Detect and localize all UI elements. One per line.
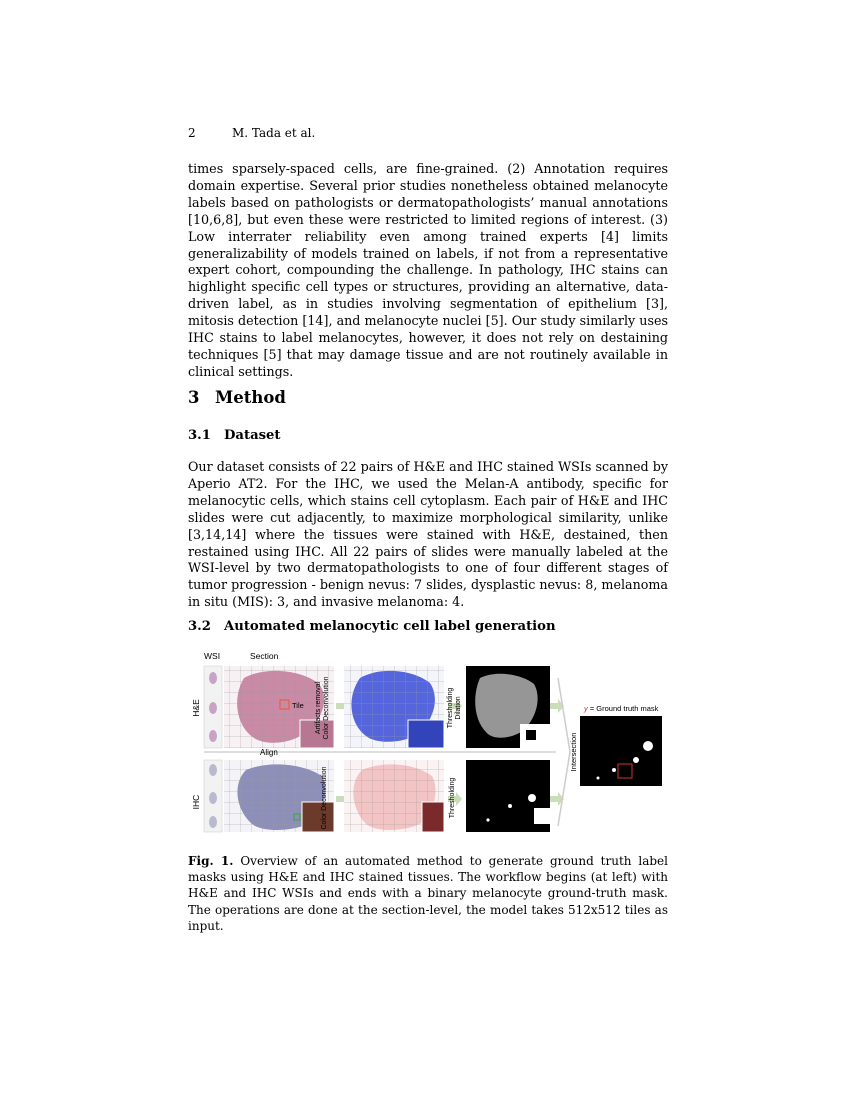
he-wsi-tissue	[209, 702, 217, 714]
blue-zoom-inset	[408, 720, 444, 748]
ground-truth-legend: y = Ground truth mask	[584, 704, 659, 713]
subsection-title: Dataset	[224, 428, 281, 443]
caption-label: Fig. 1.	[188, 854, 234, 868]
dilation-label: Dilation	[455, 696, 462, 720]
color-deconvolution-label: Color Deconvolution	[323, 676, 330, 740]
thresholding-label: Thresholding	[447, 687, 454, 729]
caption-text: Overview of an automated method to generate ground truth label masks using H&E and IHC stained tissues. The workflow begins (at left) with H&E and IHC WSIs and ends with a binary melanocyte ground-truth mask. The operations are done at the section-level, the model takes 512x512 tiles as input.	[188, 854, 668, 933]
ihc-wsi-tissue	[209, 764, 217, 776]
figure-caption	[188, 853, 668, 934]
subsection-number: 3.2	[188, 619, 211, 634]
page-number: 2	[188, 126, 196, 140]
ihc-zoom-inset	[302, 802, 334, 832]
subsection-title: Automated melanocytic cell label generation	[224, 619, 556, 634]
section-label: Section	[250, 651, 279, 661]
intro-paragraph: times sparsely-spaced cells, are fine-grained. (2) Annotation requires domain expertise. Several prior studies nonetheless obtained melanocyte labels based on pathologists or dermatopathologists’ manual annotations [10,6,8], but even these were restricted to limited regions of interest. (3) Low interrater reliability even among trained experts [4] limits generalizability of models trained on labels, if not from a representative expert cohort, compounding the challenge. In pathology, IHC stains can highlight specific cell types or structures, providing an alternative, data-driven label, as in studies involving segmentation of epithelium [3], mitosis detection [14], and melanocyte nuclei [5]. Our study similarly uses IHC stains to label melanocytes, however, it does not rely on destaining techniques [5] that may damage tissue and are not routinely available in clinical settings.	[188, 161, 668, 379]
workflow-diagram	[191, 648, 668, 838]
he-row-label: H&E	[191, 699, 201, 717]
ground-truth-mask-panel	[580, 716, 662, 786]
subsection-number: 3.1	[188, 428, 211, 443]
running-header	[188, 126, 315, 140]
subsection-heading-dataset	[188, 428, 281, 443]
section-title: Method	[215, 388, 286, 407]
intersection-label: Intersection	[569, 732, 578, 772]
ihc-row-label: IHC	[191, 794, 201, 810]
wsi-label: WSI	[204, 651, 221, 661]
ihc-deconvolved-panel	[344, 760, 444, 832]
he-deconvolved-panel	[344, 666, 444, 748]
section-heading-method	[188, 388, 286, 407]
dataset-paragraph: Our dataset consists of 22 pairs of H&E and IHC stained WSIs scanned by Aperio AT2. For the IHC, we used the Melan-A antibody, specific for melanocytic cells, which stains cell cytoplasm. Each pair of H&E and IHC slides were cut adjacently, to maximize morphological similarity, unlike [3,14,14] where the tissues were stained with H&E, destained, then restained using IHC. All 22 pairs of slides were manually labeled at the WSI-level by two dermatopathologists to one of four different stages of tumor progression - benign nevus: 7 slides, dysplastic nevus: 8, melanoma in situ (MIS): 3, and invasive melanoma: 4.	[188, 459, 668, 610]
ihc-section-panel	[224, 760, 334, 832]
artifacts-removal-label: Artifacts removal	[315, 681, 322, 735]
ihc-wsi-tissue	[209, 816, 217, 828]
align-label: Align	[260, 748, 278, 757]
section-number: 3	[188, 388, 200, 407]
running-title: M. Tada et al.	[232, 126, 316, 140]
pink-zoom-inset	[422, 802, 444, 832]
tile-label: Tile	[292, 701, 304, 710]
thresholding-label: Thresholding	[449, 777, 456, 819]
he-wsi-tissue	[209, 730, 217, 742]
subsection-heading-label-generation	[188, 619, 556, 634]
he-wsi-tissue	[209, 672, 217, 684]
figure-1	[191, 648, 668, 838]
ihc-wsi-tissue	[209, 792, 217, 804]
color-deconvolution-label: Color Deconvolution	[321, 766, 328, 830]
ihc-mask-panel	[466, 760, 550, 832]
he-mask-panel	[466, 666, 550, 748]
